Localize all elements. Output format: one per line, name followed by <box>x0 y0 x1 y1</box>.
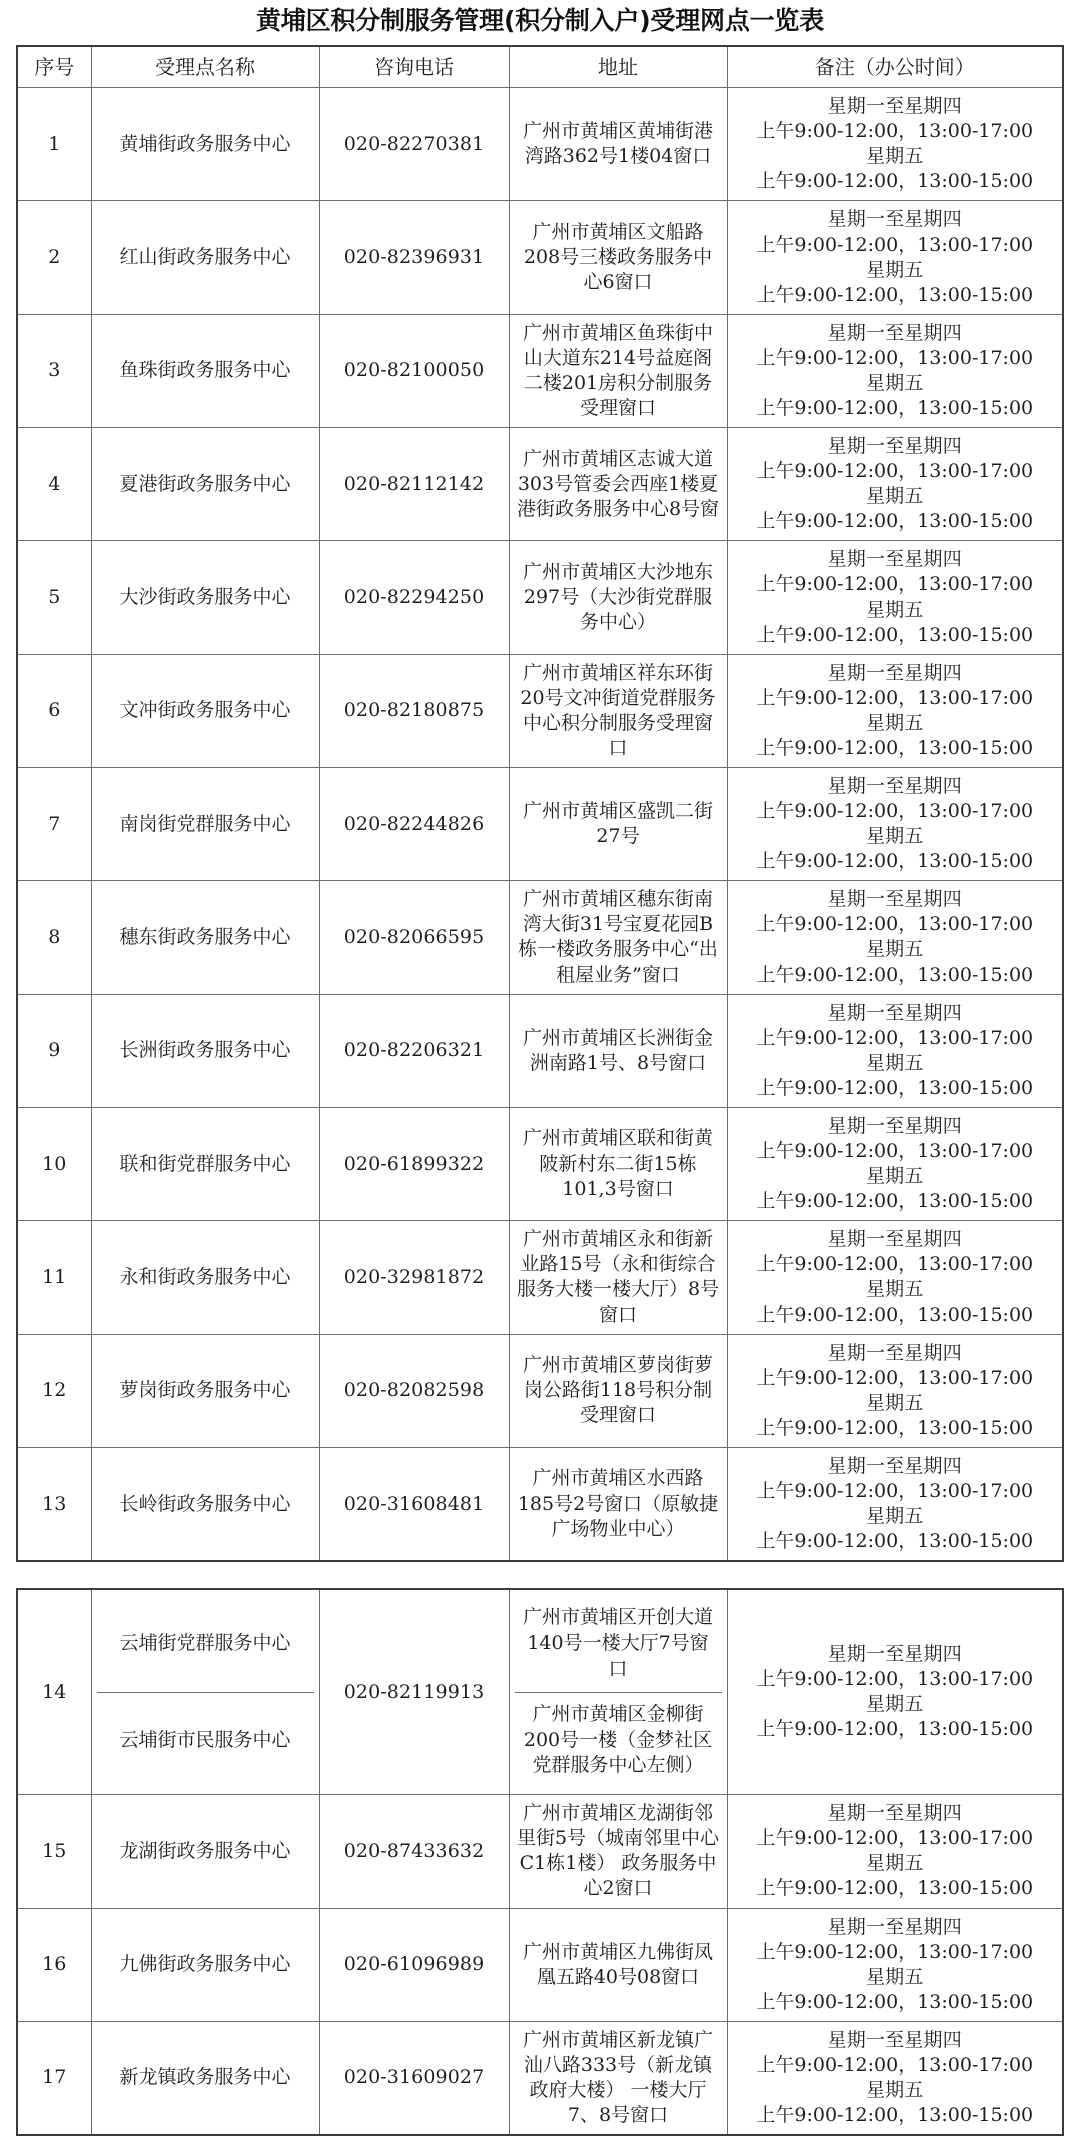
remark-weekday-label: 星期一至星期四 <box>827 661 962 684</box>
cell-phone: 020-82294250 <box>319 541 509 654</box>
cell-remark <box>727 1447 1063 1561</box>
cell-remark <box>727 768 1063 881</box>
remark-friday-label: 星期五 <box>865 938 924 961</box>
table-header-row <box>17 46 1063 88</box>
cell-remark <box>727 1908 1063 2021</box>
cell-phone: 020-32981872 <box>319 1221 509 1334</box>
cell-name: 联和街党群服务中心 <box>91 1107 319 1220</box>
remark-friday-hours: 上午9:00-12:00，13:00-15:00 <box>756 963 1034 986</box>
remark-friday-label: 星期五 <box>865 711 924 734</box>
remark-friday-hours: 上午9:00-12:00，13:00-15:00 <box>756 1530 1034 1553</box>
cell-name: 黄埔街政务服务中心 <box>91 88 319 201</box>
remark-friday-label: 星期五 <box>865 1965 924 1988</box>
cell-remark <box>727 1589 1063 1795</box>
table-row <box>17 1334 1063 1447</box>
table-row <box>17 1447 1063 1561</box>
remark-friday-label: 星期五 <box>865 598 924 621</box>
remark-weekday-hours: 上午9:00-12:00，13:00-17:00 <box>756 346 1034 369</box>
cell-address: 广州市黄埔区志诚大道303号管委会西座1楼夏港街政务服务中心8号窗 <box>509 428 727 541</box>
cell-no: 2 <box>17 201 91 314</box>
table-body-part1 <box>17 88 1063 1562</box>
table-row <box>17 1795 1063 1908</box>
cell-address: 广州市黄埔区永和街新业路15号（永和街综合服务大楼一楼大厅）8号窗口 <box>509 1221 727 1334</box>
cell-remark <box>727 881 1063 994</box>
cell-address: 广州市黄埔区长洲街金洲南路1号、8号窗口 <box>509 994 727 1107</box>
acceptance-points-table-part1 <box>16 45 1064 1562</box>
cell-address: 广州市黄埔区黄埔街港湾路362号1楼04窗口 <box>509 88 727 201</box>
remark-weekday-hours: 上午9:00-12:00，13:00-17:00 <box>756 1253 1034 1276</box>
cell-phone: 020-61899322 <box>319 1107 509 1220</box>
cell-name: 穗东街政务服务中心 <box>91 881 319 994</box>
cell-no: 3 <box>17 314 91 427</box>
cell-remark <box>727 88 1063 201</box>
header-remark: 备注（办公时间） <box>727 46 1063 88</box>
cell-address: 广州市黄埔区文船路208号三楼政务服务中心6窗口 <box>509 201 727 314</box>
table-row <box>17 1107 1063 1220</box>
cell-phone: 020-82244826 <box>319 768 509 881</box>
acceptance-points-table-part2 <box>16 1588 1064 2136</box>
cell-address: 广州市黄埔区鱼珠街中山大道东214号益庭阁二楼201房积分制服务受理窗口 <box>509 314 727 427</box>
remark-weekday-label: 星期一至星期四 <box>827 1114 962 1137</box>
remark-friday-label: 星期五 <box>865 1051 924 1074</box>
remark-weekday-label: 星期一至星期四 <box>827 1341 962 1364</box>
remark-weekday-hours: 上午9:00-12:00，13:00-17:00 <box>756 2053 1034 2076</box>
table-row <box>17 994 1063 1107</box>
remark-friday-hours: 上午9:00-12:00，13:00-15:00 <box>756 1877 1034 1900</box>
remark-weekday-hours: 上午9:00-12:00，13:00-17:00 <box>756 120 1034 143</box>
remark-friday-hours: 上午9:00-12:00，13:00-15:00 <box>756 850 1034 873</box>
remark-friday-label: 星期五 <box>865 1852 924 1875</box>
cell-no: 8 <box>17 881 91 994</box>
remark-friday-hours: 上午9:00-12:00，13:00-15:00 <box>756 510 1034 533</box>
remark-friday-label: 星期五 <box>865 1165 924 1188</box>
cell-remark <box>727 541 1063 654</box>
table-row <box>17 541 1063 654</box>
remark-weekday-label: 星期一至星期四 <box>827 888 962 911</box>
header-address: 地址 <box>509 46 727 88</box>
header-phone: 咨询电话 <box>319 46 509 88</box>
table-row <box>17 881 1063 994</box>
cell-phone: 020-82119913 <box>319 1589 509 1795</box>
cell-name: 南岗街党群服务中心 <box>91 768 319 881</box>
cell-remark <box>727 314 1063 427</box>
cell-name: 大沙街政务服务中心 <box>91 541 319 654</box>
remark-friday-hours: 上午9:00-12:00，13:00-15:00 <box>756 1076 1034 1099</box>
remark-friday-label: 星期五 <box>865 2078 924 2101</box>
cell-phone: 020-82206321 <box>319 994 509 1107</box>
remark-friday-label: 星期五 <box>865 1278 924 1301</box>
cell-name: 云埔街市民服务中心 <box>119 1728 291 1751</box>
remark-friday-label: 星期五 <box>865 825 924 848</box>
table-row-merged <box>17 1589 1063 1795</box>
remark-weekday-hours: 上午9:00-12:00，13:00-17:00 <box>756 800 1034 823</box>
remark-friday-label: 星期五 <box>865 485 924 508</box>
cell-no: 9 <box>17 994 91 1107</box>
table-section-gap <box>0 1562 1080 1588</box>
cell-address: 广州市黄埔区联和街黄陂新村东二街15栋101,3号窗口 <box>509 1107 727 1220</box>
cell-phone: 020-61096989 <box>319 1908 509 2021</box>
remark-weekday-hours: 上午9:00-12:00，13:00-17:00 <box>756 1827 1034 1850</box>
cell-name: 龙湖街政务服务中心 <box>91 1795 319 1908</box>
cell-name: 长洲街政务服务中心 <box>91 994 319 1107</box>
remark-friday-hours: 上午9:00-12:00，13:00-15:00 <box>756 623 1034 646</box>
cell-name: 萝岗街政务服务中心 <box>91 1334 319 1447</box>
remark-weekday-label: 星期一至星期四 <box>827 1228 962 1251</box>
remark-weekday-label: 星期一至星期四 <box>827 208 962 231</box>
cell-no: 5 <box>17 541 91 654</box>
table-row <box>17 1908 1063 2021</box>
cell-address: 广州市黄埔区水西路185号2号窗口（原敏捷广场物业中心） <box>509 1447 727 1561</box>
table-row <box>17 1221 1063 1334</box>
merged-address-group <box>509 1589 727 1795</box>
cell-name: 文冲街政务服务中心 <box>91 654 319 767</box>
table-row <box>17 768 1063 881</box>
cell-no: 4 <box>17 428 91 541</box>
page-title: 黄埔区积分制服务管理(积分制入户)受理网点一览表 <box>255 6 825 35</box>
remark-weekday-hours: 上午9:00-12:00，13:00-17:00 <box>756 233 1034 256</box>
table-body-part2 <box>17 1589 1063 2135</box>
cell-phone: 020-87433632 <box>319 1795 509 1908</box>
cell-no: 1 <box>17 88 91 201</box>
header-name: 受理点名称 <box>91 46 319 88</box>
remark-weekday-hours: 上午9:00-12:00，13:00-17:00 <box>756 913 1034 936</box>
cell-no: 15 <box>17 1795 91 1908</box>
remark-weekday-hours: 上午9:00-12:00，13:00-17:00 <box>756 1026 1034 1049</box>
table-row <box>17 201 1063 314</box>
cell-remark <box>727 1795 1063 1908</box>
cell-no: 10 <box>17 1107 91 1220</box>
remark-friday-label: 星期五 <box>865 1693 924 1716</box>
cell-address: 广州市黄埔区九佛街凤凰五路40号08窗口 <box>509 1908 727 2021</box>
cell-no: 16 <box>17 1908 91 2021</box>
remark-weekday-label: 星期一至星期四 <box>827 1001 962 1024</box>
remark-friday-hours: 上午9:00-12:00，13:00-15:00 <box>756 1190 1034 1213</box>
remark-weekday-label: 星期一至星期四 <box>827 1915 962 1938</box>
remark-friday-hours: 上午9:00-12:00，13:00-15:00 <box>756 1718 1034 1741</box>
remark-weekday-label: 星期一至星期四 <box>827 775 962 798</box>
cell-no: 17 <box>17 2021 91 2135</box>
remark-weekday-hours: 上午9:00-12:00，13:00-17:00 <box>756 1668 1034 1691</box>
remark-friday-label: 星期五 <box>865 145 924 168</box>
cell-no: 6 <box>17 654 91 767</box>
cell-name: 永和街政务服务中心 <box>91 1221 319 1334</box>
cell-phone: 020-82082598 <box>319 1334 509 1447</box>
cell-name: 鱼珠街政务服务中心 <box>91 314 319 427</box>
cell-remark <box>727 1334 1063 1447</box>
remark-friday-label: 星期五 <box>865 1391 924 1414</box>
cell-address: 广州市黄埔区龙湖街邻里街5号（城南邻里中心C1栋1楼） 政务服务中心2窗口 <box>509 1795 727 1908</box>
remark-weekday-hours: 上午9:00-12:00，13:00-17:00 <box>756 1140 1034 1163</box>
cell-address: 广州市黄埔区萝岗街萝岗公路街118号积分制受理窗口 <box>509 1334 727 1447</box>
remark-friday-hours: 上午9:00-12:00，13:00-15:00 <box>756 283 1034 306</box>
cell-no: 11 <box>17 1221 91 1334</box>
cell-name: 夏港街政务服务中心 <box>91 428 319 541</box>
cell-phone: 020-31608481 <box>319 1447 509 1561</box>
cell-no: 12 <box>17 1334 91 1447</box>
cell-phone: 020-82112142 <box>319 428 509 541</box>
cell-remark <box>727 654 1063 767</box>
remark-weekday-label: 星期一至星期四 <box>827 435 962 458</box>
cell-address: 广州市黄埔区祥东环街20号文冲街道党群服务中心积分制服务受理窗口 <box>509 654 727 767</box>
header-no: 序号 <box>17 46 91 88</box>
cell-address: 广州市黄埔区金柳街200号一楼（金梦社区党群服务中心左侧） <box>523 1702 713 1777</box>
table-row <box>17 428 1063 541</box>
remark-weekday-label: 星期一至星期四 <box>827 1643 962 1666</box>
remark-friday-hours: 上午9:00-12:00，13:00-15:00 <box>756 397 1034 419</box>
remark-weekday-hours: 上午9:00-12:00，13:00-17:00 <box>756 460 1034 483</box>
cell-remark <box>727 2021 1063 2135</box>
cell-name: 长岭街政务服务中心 <box>91 1447 319 1561</box>
cell-remark <box>727 994 1063 1107</box>
remark-weekday-hours: 上午9:00-12:00，13:00-17:00 <box>756 1366 1034 1389</box>
cell-no: 13 <box>17 1447 91 1561</box>
cell-address: 广州市黄埔区穗东街南湾大街31号宝夏花园B栋一楼政务服务中心“出租屋业务”窗口 <box>509 881 727 994</box>
cell-no: 7 <box>17 768 91 881</box>
remark-friday-hours: 上午9:00-12:00，13:00-15:00 <box>756 170 1034 193</box>
cell-remark <box>727 201 1063 314</box>
remark-friday-hours: 上午9:00-12:00，13:00-15:00 <box>756 1990 1034 2013</box>
remark-weekday-label: 星期一至星期四 <box>827 321 962 344</box>
cell-remark <box>727 428 1063 541</box>
cell-name: 云埔街党群服务中心 <box>97 1596 314 1692</box>
cell-name: 红山街政务服务中心 <box>91 201 319 314</box>
cell-no: 14 <box>17 1589 91 1795</box>
remark-weekday-label: 星期一至星期四 <box>827 1802 962 1825</box>
cell-phone: 020-82270381 <box>319 88 509 201</box>
remark-friday-hours: 上午9:00-12:00，13:00-15:00 <box>756 1303 1034 1326</box>
remark-friday-label: 星期五 <box>865 1505 924 1528</box>
cell-address: 广州市黄埔区新龙镇广汕八路333号（新龙镇政府大楼） 一楼大厅7、8号窗口 <box>509 2021 727 2135</box>
cell-phone: 020-82180875 <box>319 654 509 767</box>
cell-remark <box>727 1107 1063 1220</box>
cell-phone: 020-82100050 <box>319 314 509 427</box>
table-row <box>17 2021 1063 2135</box>
cell-address: 广州市黄埔区开创大道140号一楼大厅7号窗口 <box>515 1596 722 1692</box>
remark-friday-label: 星期五 <box>865 371 924 394</box>
remark-weekday-label: 星期一至星期四 <box>827 95 962 118</box>
cell-address: 广州市黄埔区盛凯二街27号 <box>509 768 727 881</box>
table-row <box>17 654 1063 767</box>
cell-name: 九佛街政务服务中心 <box>91 1908 319 2021</box>
remark-friday-hours: 上午9:00-12:00，13:00-15:00 <box>756 2104 1034 2127</box>
table-row <box>17 88 1063 201</box>
remark-weekday-hours: 上午9:00-12:00，13:00-17:00 <box>756 573 1034 596</box>
remark-friday-hours: 上午9:00-12:00，13:00-15:00 <box>756 736 1034 759</box>
table-row <box>17 314 1063 427</box>
cell-phone: 020-82396931 <box>319 201 509 314</box>
cell-phone: 020-82066595 <box>319 881 509 994</box>
remark-weekday-label: 星期一至星期四 <box>827 1454 962 1477</box>
remark-friday-hours: 上午9:00-12:00，13:00-15:00 <box>756 1416 1034 1439</box>
remark-weekday-label: 星期一至星期四 <box>827 548 962 571</box>
cell-remark <box>727 1221 1063 1334</box>
remark-weekday-hours: 上午9:00-12:00，13:00-17:00 <box>756 1940 1034 1963</box>
remark-weekday-hours: 上午9:00-12:00，13:00-17:00 <box>756 1479 1034 1502</box>
cell-phone: 020-31609027 <box>319 2021 509 2135</box>
remark-weekday-hours: 上午9:00-12:00，13:00-17:00 <box>756 686 1034 709</box>
remark-weekday-label: 星期一至星期四 <box>827 2028 962 2051</box>
cell-name: 新龙镇政务服务中心 <box>91 2021 319 2135</box>
merged-name-group <box>91 1589 319 1795</box>
remark-friday-label: 星期五 <box>865 258 924 281</box>
cell-address: 广州市黄埔区大沙地东297号（大沙街党群服务中心） <box>509 541 727 654</box>
